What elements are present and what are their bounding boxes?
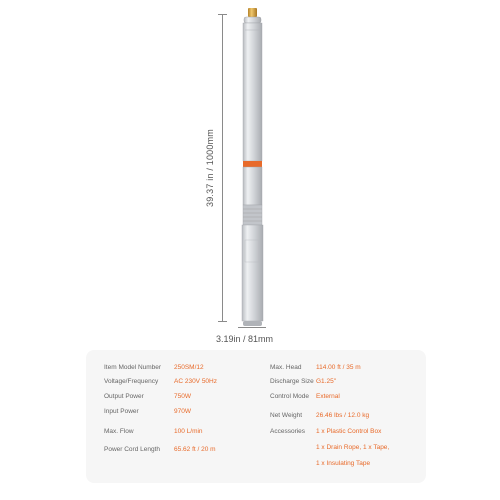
- submersible-pump-illustration: [236, 8, 268, 326]
- spec-value: 26.46 lbs / 12.0 kg: [316, 412, 370, 419]
- spec-row: [104, 393, 191, 401]
- height-dimension-line: [222, 14, 223, 322]
- spec-row: [270, 412, 369, 420]
- spec-row: [270, 393, 340, 401]
- pump-motor-body: [242, 225, 263, 321]
- orange-band: [243, 161, 262, 167]
- height-dimension-label: 39.37 in / 1000mm: [205, 129, 215, 207]
- spec-label: Accessories: [270, 428, 306, 435]
- height-dimension-top-cap: [218, 14, 227, 15]
- spec-row: [104, 446, 216, 454]
- spec-row: [270, 364, 361, 372]
- brass-outlet: [248, 8, 257, 17]
- spec-label: Output Power: [104, 393, 144, 400]
- spec-row: [104, 408, 191, 416]
- spec-value: External: [316, 393, 340, 400]
- spec-label: Item Model Number: [104, 364, 162, 371]
- spec-row: [270, 428, 381, 436]
- spec-row: [104, 428, 203, 436]
- spec-value: 750W: [174, 393, 191, 400]
- spec-row: [104, 364, 204, 372]
- spec-row: [104, 378, 217, 386]
- width-dimension-label: 3.19in / 81mm: [216, 334, 274, 344]
- spec-label: Voltage/Frequency: [104, 378, 159, 385]
- spec-value: 250SM/12: [174, 364, 204, 371]
- spec-label: Control Mode: [270, 393, 310, 400]
- spec-value: AC 230V 50Hz: [174, 378, 217, 385]
- pump-upper-body: [243, 23, 262, 161]
- spec-label: Input Power: [104, 408, 139, 415]
- spec-row: [270, 378, 336, 386]
- width-dimension-line: [238, 327, 266, 328]
- accessories-extra-line: 1 x Drain Rope, 1 x Tape,: [316, 444, 390, 451]
- spec-label: Max. Flow: [104, 428, 134, 435]
- pump-top-cap: [244, 17, 261, 23]
- spec-value: 970W: [174, 408, 191, 415]
- accessories-extra-line: 1 x Insulating Tape: [316, 460, 371, 467]
- spec-label: Discharge Size: [270, 378, 314, 385]
- inlet-screen: [243, 205, 262, 225]
- spec-value: 1 x Plastic Control Box: [316, 428, 382, 435]
- spec-label: Power Cord Length: [104, 446, 161, 453]
- spec-label: Max. Head: [270, 364, 302, 371]
- pump-middle-joint: [243, 167, 262, 205]
- height-dimension-bottom-cap: [218, 321, 227, 322]
- spec-label: Net Weight: [270, 412, 303, 419]
- spec-value: 100 L/min: [174, 428, 203, 435]
- spec-value: 114.00 ft / 35 m: [316, 364, 361, 371]
- specification-card: [86, 350, 426, 483]
- spec-value: G1.25": [316, 378, 337, 385]
- pump-bottom-cap: [243, 321, 262, 326]
- spec-value: 65.62 ft / 20 m: [174, 446, 216, 453]
